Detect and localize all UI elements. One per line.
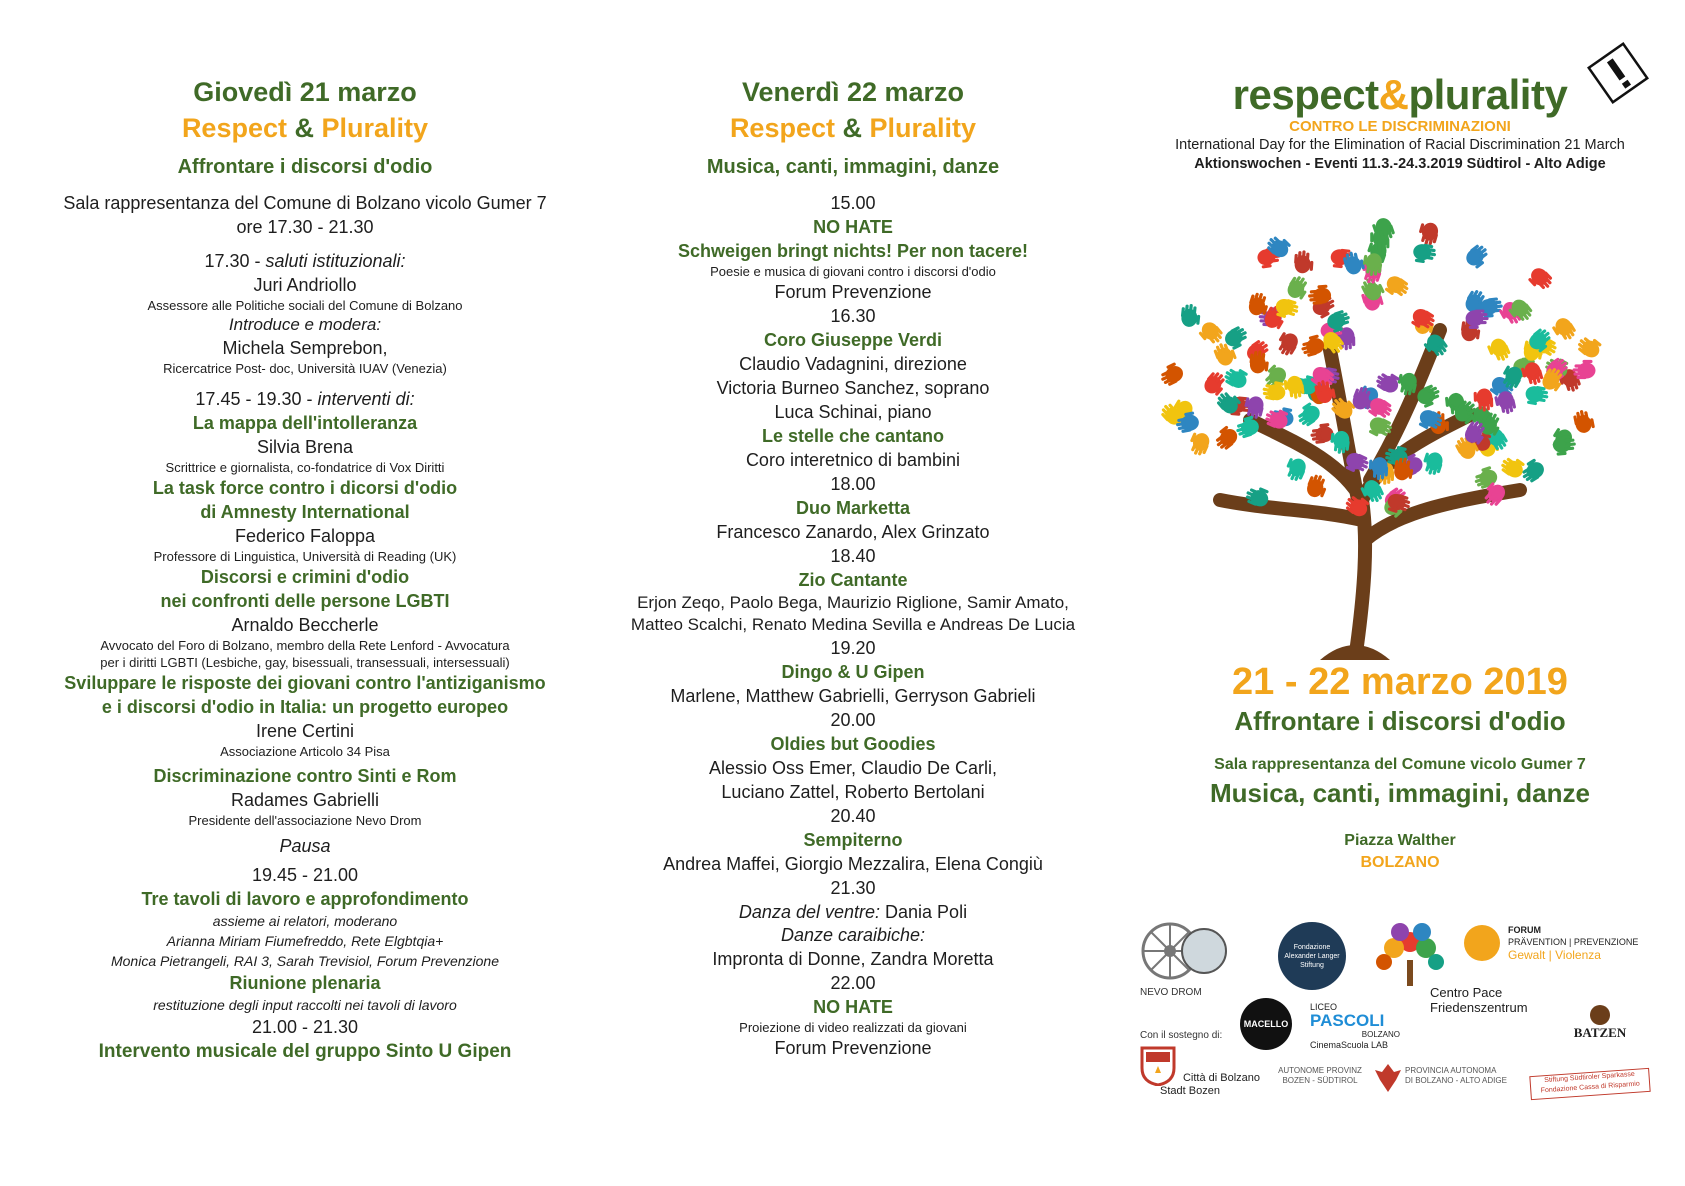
program-line: Forum Prevenzione bbox=[774, 282, 932, 302]
sparkasse-stamp: Stiftung Südtiroler Sparkasse Fondazione Cassa di Risparmio bbox=[1529, 1068, 1650, 1100]
respect-plurality-heading: Respect & Plurality bbox=[181, 113, 429, 143]
session-note: Monica Pietrangeli, RAI 3, Sarah Trevisiol, Forum Prevenzione bbox=[110, 953, 499, 969]
venue: Sala rappresentanza del Comune di Bolzano vicolo Gumer 7 bbox=[63, 193, 547, 213]
speaker-name: Silvia Brena bbox=[256, 437, 354, 457]
music-title: Musica, canti, immagini, danze bbox=[1210, 778, 1590, 808]
performance-title: Dingo & U Gipen bbox=[781, 662, 925, 682]
hand-leaf-icon bbox=[1221, 363, 1251, 391]
hand-leaf-icon bbox=[1526, 264, 1556, 294]
support-label: Con il sostegno di: bbox=[1140, 1030, 1223, 1041]
speaker-name: Juri Andriollo bbox=[253, 275, 357, 295]
talk-title: Sviluppare le risposte dei giovani contro l'antiziganismo bbox=[64, 673, 546, 693]
theme-title: Musica, canti, immagini, danze bbox=[706, 156, 1000, 178]
no-hate-title: NO HATE bbox=[813, 217, 893, 237]
program-line: Coro interetnico di bambini bbox=[745, 450, 961, 470]
event-subtitle: Affrontare i discorsi d'odio bbox=[1234, 706, 1566, 736]
eagle-icon bbox=[1374, 1062, 1402, 1094]
hand-leaf-icon bbox=[1382, 272, 1412, 301]
centro-pace-tree-icon bbox=[1370, 918, 1450, 988]
danza-line: Danza del ventre: Dania Poli bbox=[738, 902, 968, 922]
talk-title: La mappa dell'intolleranza bbox=[192, 413, 418, 433]
program-line: 16.30 bbox=[830, 306, 876, 326]
performer: Impronta di Donne, Zandra Moretta bbox=[712, 949, 994, 969]
speaker-name: Michela Semprebon, bbox=[222, 338, 388, 358]
session-note: assieme ai relatori, moderano bbox=[212, 913, 398, 929]
interventi-line: 17.45 - 19.30 - interventi di: bbox=[195, 389, 415, 409]
nevo-drom-logo bbox=[1140, 920, 1230, 998]
speaker-name: Arnaldo Beccherle bbox=[231, 615, 379, 635]
forum-prevenzione-logo: FORUM PRÄVENTION | PREVENZIONE Gewalt | Violenza bbox=[1508, 925, 1639, 962]
time-slot: 21.00 - 21.30 bbox=[251, 1017, 359, 1037]
hand-leaf-icon bbox=[1282, 455, 1309, 484]
program-line: 20.00 bbox=[830, 710, 876, 730]
speaker-name: Federico Faloppa bbox=[234, 526, 376, 546]
venue-time: ore 17.30 - 21.30 bbox=[236, 217, 374, 237]
carib-label: Danze caraibiche: bbox=[780, 925, 926, 945]
speaker-role: per i diritti LGBTI (Lesbiche, gay, bisessuali, transessuali, intersessuali) bbox=[100, 655, 510, 670]
program-line: 21.30 bbox=[830, 878, 876, 898]
performer-line: Erjon Zeqo, Paolo Bega, Maurizio Riglione, Samir Amato, bbox=[637, 593, 1069, 612]
hand-leaf-icon bbox=[1211, 423, 1241, 452]
exclamation-stamp-icon bbox=[1585, 40, 1651, 106]
hand-leaf-icon bbox=[1574, 332, 1604, 361]
provincia-label-it: PROVINCIA AUTONOMA DI BOLZANO - ALTO ADIGE bbox=[1405, 1066, 1507, 1085]
performance-title: Sempiterno bbox=[803, 830, 903, 850]
session-note: restituzione degli input raccolti nei tavoli di lavoro bbox=[153, 997, 457, 1013]
contro-subtitle: CONTRO LE DISCRIMINAZIONI bbox=[1289, 118, 1511, 135]
aktionswochen: Aktionswochen - Eventi 11.3.-24.3.2019 Südtirol - Alto Adige bbox=[1194, 156, 1606, 172]
program-line: Victoria Burneo Sanchez, soprano bbox=[716, 378, 990, 398]
time-slot: 19.45 - 21.00 bbox=[251, 865, 359, 885]
citta-bolzano-label: Città di Bolzano Stadt Bozen bbox=[1160, 1072, 1260, 1097]
piazza: Piazza Walther bbox=[1344, 832, 1456, 849]
hand-leaf-icon bbox=[1186, 429, 1213, 458]
program-line: Luca Schinai, piano bbox=[774, 402, 932, 422]
program-line: 18.40 bbox=[830, 546, 876, 566]
hand-leaf-icon bbox=[1284, 273, 1313, 303]
speaker-role: Assessore alle Politiche sociali del Comune di Bolzano bbox=[147, 298, 463, 313]
talk-title: Riunione plenaria bbox=[229, 973, 381, 993]
pausa-label: Pausa bbox=[279, 836, 331, 856]
hand-leaf-icon bbox=[1180, 303, 1201, 328]
langer-label: Fondazione bbox=[1293, 943, 1331, 951]
program-line: Marlene, Matthew Gabrielli, Gerryson Gabrieli bbox=[670, 686, 1036, 706]
speaker-name: Irene Certini bbox=[255, 721, 355, 741]
speaker-role: Scrittrice e giornalista, co-fondatrice di Vox Diritti bbox=[165, 460, 445, 475]
performance-title: Oldies but Goodies bbox=[770, 734, 936, 754]
introduce-label: Introduce e modera: bbox=[228, 315, 382, 334]
note: Poesie e musica di giovani contro i discorsi d'odio bbox=[710, 264, 996, 279]
hand-leaf-icon bbox=[1299, 334, 1326, 358]
hand-leaf-icon bbox=[1463, 242, 1493, 271]
talk-title: La task force contro i dicorsi d'odio bbox=[152, 478, 458, 498]
performance-title: Coro Giuseppe Verdi bbox=[763, 330, 943, 350]
venue: Sala rappresentanza del Comune vicolo Gumer 7 bbox=[1214, 756, 1586, 773]
hand-leaf-icon bbox=[1293, 400, 1323, 429]
liceo-pascoli-logo: LICEO PASCOLI BOLZANO CinemaScuola LAB bbox=[1310, 1002, 1400, 1050]
talk-title: Discriminazione contro Sinti e Rom bbox=[153, 766, 457, 786]
nevo-drom-label: NEVO DROM bbox=[1140, 987, 1202, 998]
tree-of-hands-illustration bbox=[1140, 210, 1640, 660]
hand-leaf-icon bbox=[1416, 220, 1441, 247]
event-dates: 21 - 22 marzo 2019 bbox=[1232, 661, 1568, 703]
theme-title: Affrontare i discorsi d'odio bbox=[177, 156, 433, 178]
provincia-label-de: AUTONOME PROVINZ BOZEN - SÜDTIROL bbox=[1278, 1066, 1362, 1085]
tree-roots bbox=[1320, 645, 1390, 660]
program-line: 19.20 bbox=[830, 638, 876, 658]
talk-title: nei confronti delle persone LGBTI bbox=[160, 591, 450, 611]
program-line: Claudio Vadagnini, direzione bbox=[739, 354, 967, 374]
performance-title: Le stelle che cantano bbox=[761, 426, 945, 446]
note: Proiezione di video realizzati da giovani bbox=[739, 1020, 967, 1035]
langer-label: Alexander Langer bbox=[1284, 952, 1340, 960]
centro-pace-label: Centro Pace Friedenszentrum bbox=[1430, 985, 1528, 1015]
friday-column bbox=[598, 0, 1108, 1060]
performer-line: Matteo Scalchi, Renato Medina Sevilla e Andreas De Lucia bbox=[630, 615, 1076, 634]
speaker-role: Presidente dell'associazione Nevo Drom bbox=[188, 813, 422, 828]
hand-leaf-icon bbox=[1273, 329, 1301, 359]
batzen-logo: BATZEN bbox=[1560, 1005, 1640, 1040]
hand-leaf-icon bbox=[1157, 361, 1186, 388]
forum-prevenzione-icon bbox=[1464, 925, 1500, 961]
thursday-column bbox=[20, 0, 590, 1065]
respect-plurality-logo: respect&plurality bbox=[1232, 71, 1568, 118]
hand-leaf-icon bbox=[1304, 472, 1330, 501]
speaker-role: Associazione Articolo 34 Pisa bbox=[220, 744, 390, 759]
talk-title: e i discorsi d'odio in Italia: un progetto europeo bbox=[101, 697, 509, 717]
respect-plurality-heading: Respect & Plurality bbox=[729, 113, 977, 143]
program-line: Alessio Oss Emer, Claudio De Carli, bbox=[708, 758, 998, 778]
program-line: Luciano Zattel, Roberto Bertolani bbox=[721, 782, 985, 802]
organizer: Forum Prevenzione bbox=[774, 1038, 932, 1058]
program-line: 18.00 bbox=[830, 474, 876, 494]
hand-leaf-icon bbox=[1486, 336, 1513, 365]
program-line: Francesco Zanardo, Alex Grinzato bbox=[716, 522, 990, 542]
hand-leaf-icon bbox=[1293, 250, 1314, 274]
talk-title: Discorsi e crimini d'odio bbox=[200, 567, 410, 587]
day-title: Venerdì 22 marzo bbox=[741, 77, 965, 107]
langer-label: Stiftung bbox=[1300, 961, 1324, 969]
talk-title: di Amnesty International bbox=[200, 502, 410, 522]
international-day: International Day for the Elimination of Racial Discrimination 21 March bbox=[1175, 137, 1625, 153]
cover-event-info bbox=[1115, 660, 1685, 874]
program-line: Andrea Maffei, Giorgio Mezzalira, Elena Congiù bbox=[663, 854, 1043, 874]
performance-title: Schweigen bringt nichts! Per non tacere! bbox=[677, 241, 1029, 261]
performance-title: Zio Cantante bbox=[798, 570, 908, 590]
city: BOLZANO bbox=[1360, 854, 1440, 871]
time-slot: 22.00 bbox=[830, 973, 876, 993]
macello-logo: MACELLO bbox=[1240, 998, 1292, 1050]
langer-foundation-logo bbox=[1278, 922, 1346, 990]
program-list bbox=[598, 191, 1108, 900]
performance-title: Duo Marketta bbox=[795, 498, 911, 518]
talk-title: Tre tavoli di lavoro e approfondimento bbox=[141, 889, 469, 909]
speaker-role: Professore di Linguistica, Università di Reading (UK) bbox=[153, 549, 457, 564]
talk-title: Intervento musicale del gruppo Sinto U Gipen bbox=[98, 1041, 512, 1062]
speaker-role: Ricercatrice Post- doc, Università IUAV (Venezia) bbox=[163, 361, 447, 376]
program-line: 15.00 bbox=[830, 193, 876, 213]
hand-leaf-icon bbox=[1412, 242, 1438, 265]
saluti-line: 17.30 - saluti istituzionali: bbox=[204, 251, 406, 271]
speaker-name: Radames Gabrielli bbox=[230, 790, 380, 810]
hand-leaf-icon bbox=[1550, 315, 1578, 345]
no-hate-title: NO HATE bbox=[813, 997, 893, 1017]
hand-leaf-icon bbox=[1572, 408, 1595, 434]
day-title: Giovedì 21 marzo bbox=[193, 77, 417, 107]
session-note: Arianna Miriam Fiumefreddo, Rete Elgbtqia+ bbox=[166, 933, 444, 949]
hand-leaf-icon bbox=[1420, 449, 1445, 477]
program-line: 20.40 bbox=[830, 806, 876, 826]
speaker-role: Avvocato del Foro di Bolzano, membro della Rete Lenford - Avvocatura bbox=[100, 638, 510, 653]
